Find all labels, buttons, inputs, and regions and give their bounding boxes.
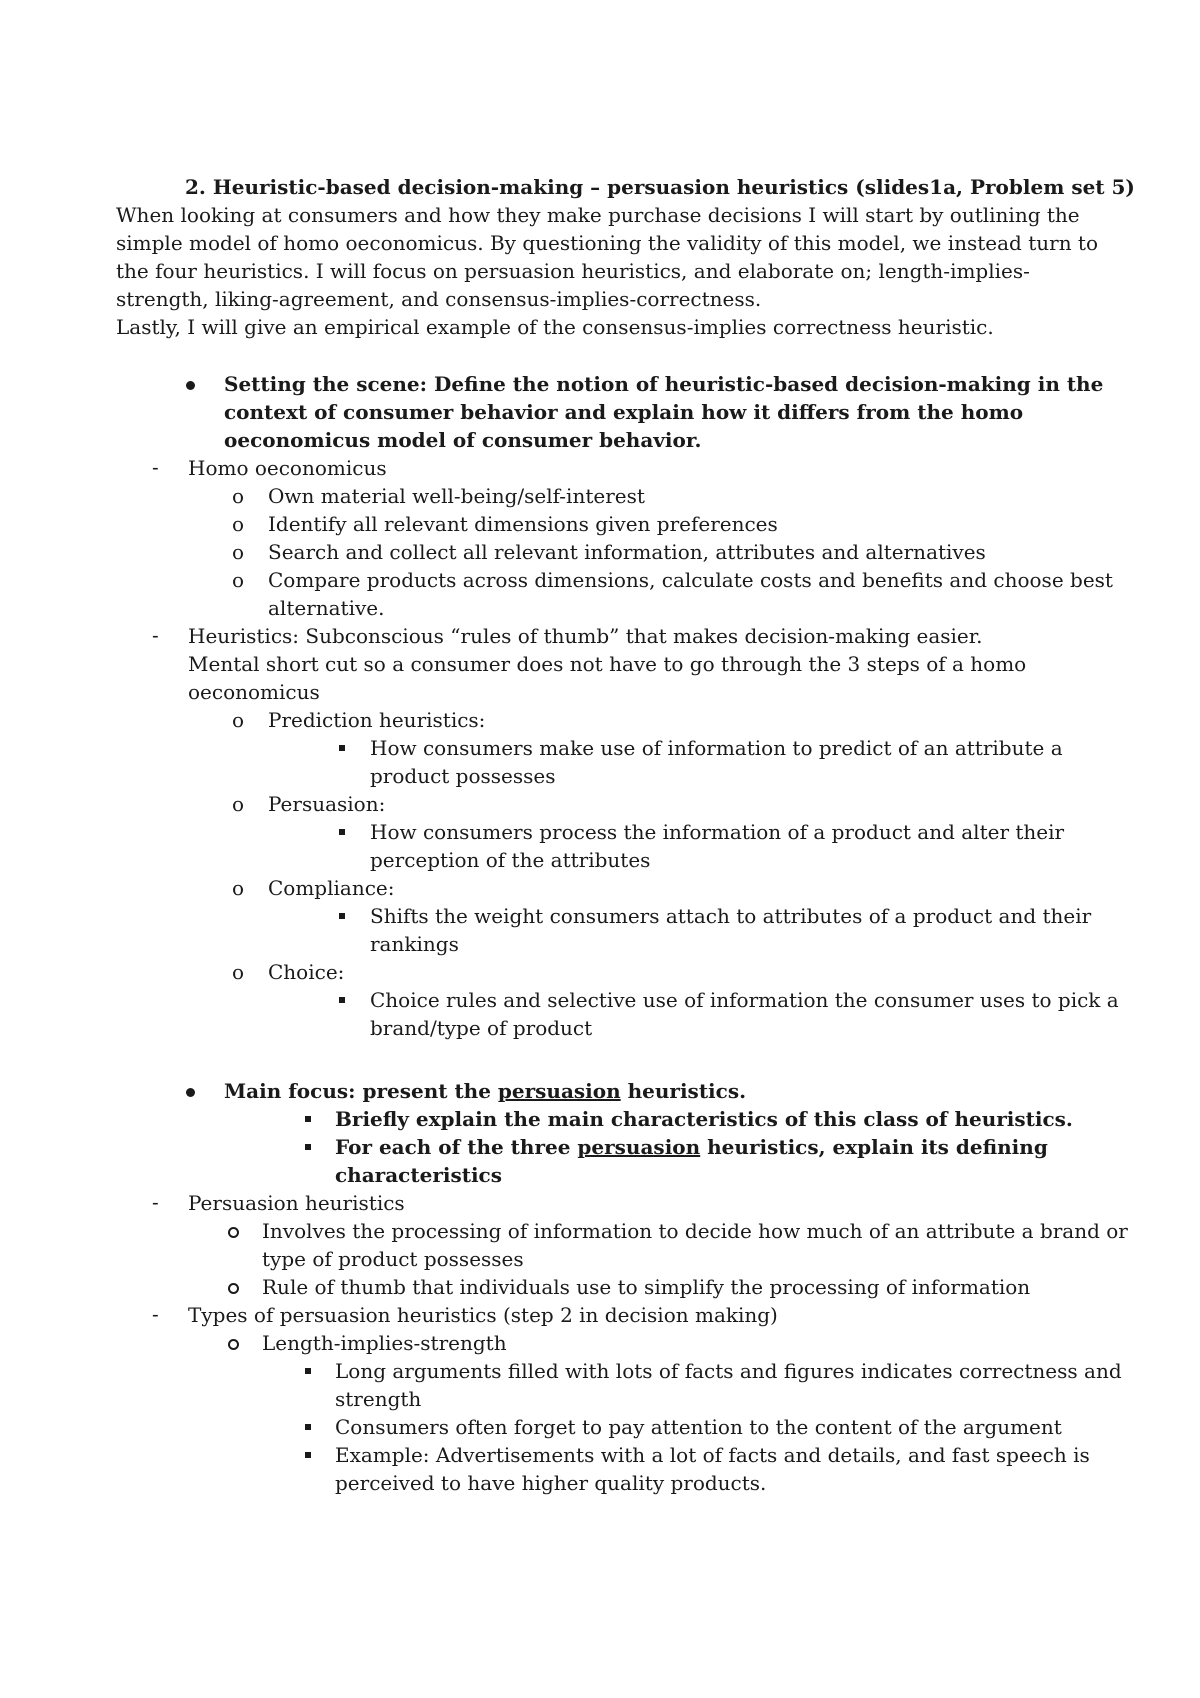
intro-text [116, 201, 1106, 341]
heuristic-type-label: Choice: [268, 960, 345, 984]
homo-item: Compare products across dimensions, calculate costs and benefits and choose best [268, 568, 1113, 592]
square-bullet-icon [305, 1116, 311, 1122]
o-marker: o [232, 708, 245, 732]
types-detail: Example: Advertisements with a lot of facts and details, and fast speech is [335, 1443, 1090, 1467]
heuristic-type-desc: perception of the attributes [370, 848, 651, 872]
heuristics-line: Mental short cut so a consumer does not have to go through the 3 steps of a homo [188, 652, 1027, 676]
o-marker: o [232, 540, 245, 564]
section1-bullet-line: Setting the scene: Define the notion of heuristic-based decision-making in the [224, 372, 1104, 396]
square-bullet-icon [305, 1424, 311, 1430]
homo-item: Search and collect all relevant information, attributes and alternatives [268, 540, 986, 564]
square-bullet-icon [339, 829, 345, 835]
heuristic-type-label: Compliance: [268, 876, 395, 900]
homo-item-cont: alternative. [268, 596, 385, 620]
homo-item: Own material well-being/self-interest [268, 484, 645, 508]
types-item: Length-implies-strength [262, 1331, 507, 1355]
section2-bullet: Main focus: present the persuasion heuristics. [224, 1079, 747, 1103]
section2-sub2: For each of the three persuasion heuristics, explain its defining [335, 1135, 1048, 1159]
persuasion-item-cont: type of product possesses [262, 1247, 524, 1271]
types-detail: Long arguments filled with lots of facts and figures indicates correctness and [335, 1359, 1122, 1383]
heuristic-type-desc: product possesses [370, 764, 556, 788]
square-bullet-icon [305, 1368, 311, 1374]
o-marker: o [232, 512, 245, 536]
persuasion-item: Involves the processing of information to decide how much of an attribute a brand or [262, 1219, 1128, 1243]
o-marker: o [232, 876, 245, 900]
heuristics-line: oeconomicus [188, 680, 320, 704]
dash-marker: - [152, 1304, 159, 1326]
types-title: Types of persuasion heuristics (step 2 in decision making) [188, 1303, 778, 1327]
types-detail: Consumers often forget to pay attention to the content of the argument [335, 1415, 1062, 1439]
heuristic-type-desc: rankings [370, 932, 459, 956]
dash-marker: - [152, 1192, 159, 1214]
section-heading: 2. Heuristic-based decision-making – persuasion heuristics (slides1a, Problem set 5) [185, 175, 1135, 199]
square-bullet-icon [339, 745, 345, 751]
dash-marker: - [152, 625, 159, 647]
persuasion-item: Rule of thumb that individuals use to simplify the processing of information [262, 1275, 1031, 1299]
heuristic-type-desc: Shifts the weight consumers attach to attributes of a product and their [370, 904, 1092, 928]
section2-sub1: Briefly explain the main characteristics of this class of heuristics. [335, 1107, 1073, 1131]
circle-bullet-icon [228, 1339, 239, 1350]
bullet-filled-icon [186, 381, 195, 390]
heuristic-type-desc: How consumers make use of information to predict of an attribute a [370, 736, 1063, 760]
square-bullet-icon [339, 913, 345, 919]
o-marker: o [232, 792, 245, 816]
bullet-filled-icon [186, 1088, 195, 1097]
o-marker: o [232, 484, 245, 508]
dash-marker: - [152, 457, 159, 479]
types-detail-cont: strength [335, 1387, 422, 1411]
square-bullet-icon [305, 1452, 311, 1458]
section1-bullet-line: context of consumer behavior and explain how it differs from the homo [224, 400, 1024, 424]
intro-paragraph: When looking at consumers and how they make purchase decisions I will start by outlining the simple model of homo oeconomicus. By questioning the validity of this model, we instead turn to the four heuristics. I will focus on persuasion heuristics, and elaborate on; length-implies-strength, liking-agreement, and consensus-implies-correctness. [116, 203, 1099, 311]
heuristic-type-label: Persuasion: [268, 792, 386, 816]
homo-title: Homo oeconomicus [188, 456, 387, 480]
o-marker: o [232, 568, 245, 592]
circle-bullet-icon [228, 1283, 239, 1294]
heuristic-type-desc: brand/type of product [370, 1016, 593, 1040]
homo-item: Identify all relevant dimensions given preferences [268, 512, 778, 536]
heuristics-line: Heuristics: Subconscious “rules of thumb” that makes decision-making easier. [188, 624, 983, 648]
persuasion-title: Persuasion heuristics [188, 1191, 405, 1215]
heuristic-type-label: Prediction heuristics: [268, 708, 486, 732]
types-detail-cont: perceived to have higher quality products. [335, 1471, 767, 1495]
section2-sub2-cont: characteristics [335, 1163, 502, 1187]
section1-bullet-line: oeconomicus model of consumer behavior. [224, 428, 702, 452]
o-marker: o [232, 960, 245, 984]
intro-lastly: Lastly, I will give an empirical example of the consensus-implies correctness heuristic. [116, 315, 994, 339]
heuristic-type-desc: Choice rules and selective use of information the consumer uses to pick a [370, 988, 1119, 1012]
heuristic-type-desc: How consumers process the information of a product and alter their [370, 820, 1065, 844]
square-bullet-icon [339, 997, 345, 1003]
square-bullet-icon [305, 1144, 311, 1150]
circle-bullet-icon [228, 1227, 239, 1238]
